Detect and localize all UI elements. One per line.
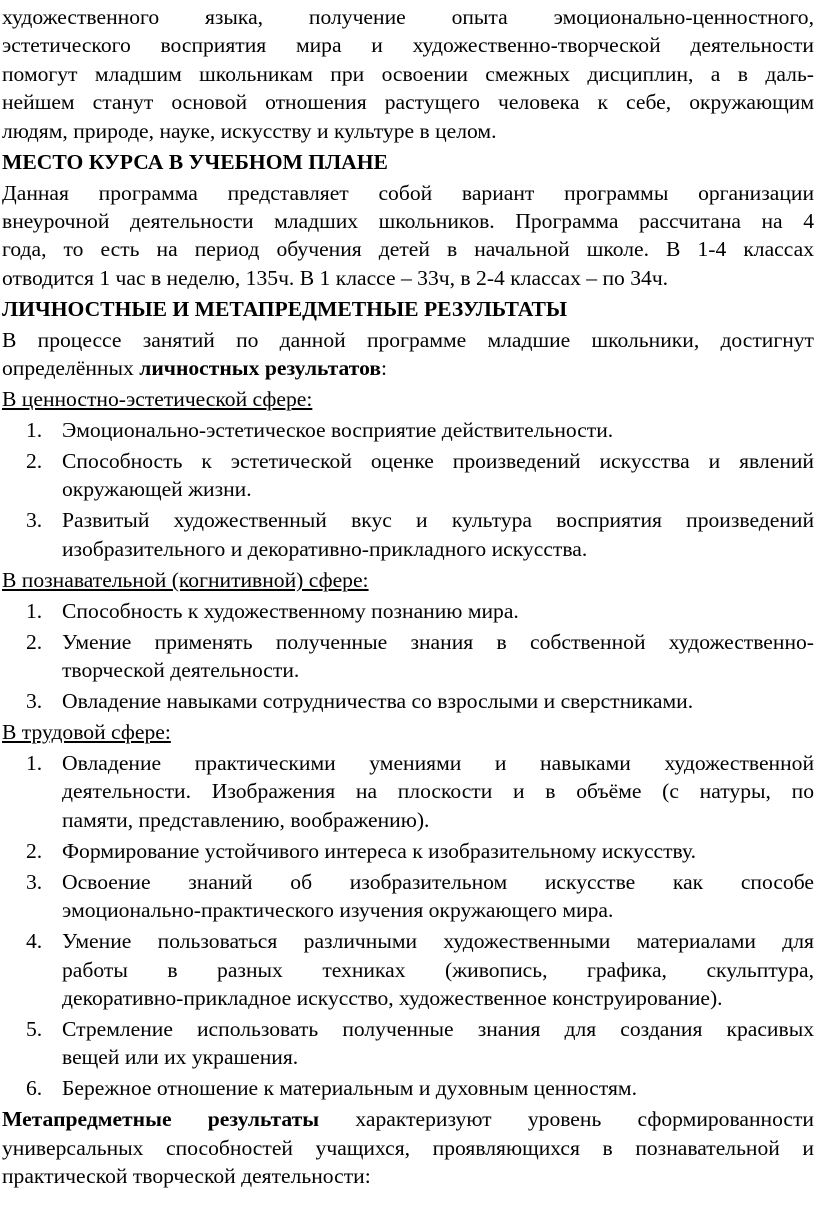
text-line (62, 597, 814, 625)
list-number: 2. (26, 629, 43, 654)
paragraph (2, 179, 814, 293)
text-span: отводится 1 час в неделю, 135ч. В 1 классе – 33ч, в 2-4 классах – по 34ч. (2, 265, 669, 290)
subsection-label (2, 385, 814, 413)
text-span: Формирование устойчивого интереса к изобразительному искусству. (62, 838, 697, 863)
text-span: работы в разных техниках (живопись, графика, скульптура, (62, 957, 814, 982)
list-number: 1. (26, 751, 43, 776)
text-line (2, 179, 814, 207)
text-span: помогут младшим школьникам при освоении смежных дисциплин, а в даль- (2, 61, 814, 86)
text-span: характеризуют уровень сформированности (319, 1107, 814, 1132)
list-item (2, 927, 814, 1012)
text-span: художественного языка, получение опыта эмоционально-ценностного, (2, 5, 814, 29)
text-line (2, 264, 814, 292)
text-span: внеурочной деятельности младших школьников. Программа рассчитана на 4 (2, 208, 814, 233)
text-line (62, 956, 814, 984)
list-number: 5. (26, 1016, 43, 1041)
text-line (2, 354, 814, 382)
list-item (2, 687, 814, 715)
paragraph (2, 1105, 814, 1190)
text-line (62, 656, 814, 684)
list-item (2, 597, 814, 625)
list-number: 6. (26, 1076, 43, 1101)
list-item (2, 628, 814, 685)
list-number: 3. (26, 508, 43, 533)
text-span: МЕСТО КУРСА В УЧЕБНОМ ПЛАНЕ (2, 149, 388, 174)
text-line (2, 326, 814, 354)
text-line (62, 777, 814, 805)
text-line (62, 749, 814, 777)
list-item (2, 506, 814, 563)
text-span: нейшем станут основой отношения растущего человека к себе, окружающим (2, 90, 814, 115)
text-span: Умение применять полученные знания в собственной художественно- (62, 629, 814, 654)
text-line (62, 806, 814, 834)
text-line (62, 687, 814, 715)
text-span: Стремление использовать полученные знания для создания красивых (62, 1016, 814, 1041)
paragraph (2, 326, 814, 383)
text-span: Способность к эстетической оценке произведений искусства и явлений (62, 449, 814, 474)
text-line (2, 1105, 814, 1133)
text-span: эмоционально-практического изучения окружающего мира. (62, 898, 614, 923)
text-line (62, 837, 814, 865)
text-span: года, то есть на период обучения детей в начальной школе. В 1-4 классах (2, 237, 814, 262)
text-span: определённых (2, 356, 140, 381)
text-span: практической творческой деятельности: (2, 1164, 371, 1189)
text-line (2, 31, 814, 59)
text-span: Способность к художественному познанию мира. (62, 598, 519, 623)
text-span: декоративно-прикладное искусство, художественное конструирование). (62, 985, 723, 1010)
text-span: Овладение практическими умениями и навыками художественной (62, 751, 814, 776)
section-heading (2, 148, 814, 176)
text-line (62, 628, 814, 656)
text-line (2, 148, 814, 176)
text-line (2, 88, 814, 116)
list-number: 3. (26, 869, 43, 894)
subsection-label (2, 566, 814, 594)
text-line (62, 868, 814, 896)
text-span: В трудовой сфере: (2, 720, 171, 745)
text-span: Бережное отношение к материальным и духовным ценностям. (62, 1076, 637, 1101)
text-span: : (381, 356, 388, 381)
text-line (62, 506, 814, 534)
text-line (62, 984, 814, 1012)
text-span: Развитый художественный вкус и культура восприятия произведений (62, 508, 814, 533)
text-span: эстетического восприятия мира и художественно-творческой деятельности (2, 33, 814, 58)
text-span: людям, природе, науке, искусству и культуре в целом. (2, 118, 497, 143)
list-number: 2. (26, 449, 43, 474)
text-span: Освоение знаний об изобразительном искусстве как способе (62, 869, 814, 894)
text-span: ЛИЧНОСТНЫЕ И МЕТАПРЕДМЕТНЫЕ РЕЗУЛЬТАТЫ (2, 296, 568, 321)
text-line (62, 475, 814, 503)
list-item (2, 837, 814, 865)
text-line (2, 235, 814, 263)
text-span: Данная программа представляет собой вариант программы организации (2, 180, 814, 205)
list-number: 3. (26, 689, 43, 714)
text-span: изобразительного и декоративно-прикладного искусства. (62, 536, 588, 561)
text-line (2, 566, 814, 594)
text-line (2, 3, 814, 31)
list-item (2, 447, 814, 504)
text-line (62, 447, 814, 475)
text-line (2, 385, 814, 413)
list-item (2, 868, 814, 925)
text-line (2, 207, 814, 235)
text-line (2, 718, 814, 746)
text-span: окружающей жизни. (62, 477, 252, 502)
bold-text: личностных результатов (139, 356, 382, 381)
text-line (2, 117, 814, 145)
text-line (62, 1074, 814, 1102)
text-line (62, 1043, 814, 1071)
text-span: творческой деятельности. (62, 658, 300, 683)
list-number: 1. (26, 598, 43, 623)
text-line (2, 1162, 814, 1190)
text-line (62, 416, 814, 444)
bold-text: Метапредметные результаты (2, 1107, 320, 1132)
list-number: 1. (26, 418, 43, 443)
list-item (2, 1015, 814, 1072)
text-span: В процессе занятий по данной программе младшие школьники, достигнут (2, 327, 814, 352)
text-span: вещей или их украшения. (62, 1045, 299, 1070)
list-item (2, 416, 814, 444)
text-line (62, 535, 814, 563)
text-line (62, 927, 814, 955)
paragraph (2, 3, 814, 145)
text-span: В познавательной (когнитивной) сфере: (2, 567, 369, 592)
section-heading (2, 295, 814, 323)
text-span: Эмоционально-эстетическое восприятие действительности. (62, 418, 614, 443)
subsection-label (2, 718, 814, 746)
text-span: В ценностно-эстетической сфере: (2, 387, 313, 412)
text-span: универсальных способностей учащихся, проявляющихся в познавательной и (2, 1135, 814, 1160)
text-line (62, 896, 814, 924)
text-span: Умение пользоваться различными художественными материалами для (62, 929, 814, 954)
text-span: Овладение навыками сотрудничества со взрослыми и сверстниками. (62, 689, 694, 714)
text-line (62, 1015, 814, 1043)
text-span: памяти, представлению, воображению). (62, 807, 430, 832)
list-number: 2. (26, 838, 43, 863)
list-item (2, 1074, 814, 1102)
list-number: 4. (26, 929, 43, 954)
text-line (2, 60, 814, 88)
text-span: деятельности. Изображения на плоскости и в объёме (с натуры, по (62, 779, 814, 804)
text-line (2, 1134, 814, 1162)
list-item (2, 749, 814, 834)
text-line (2, 295, 814, 323)
